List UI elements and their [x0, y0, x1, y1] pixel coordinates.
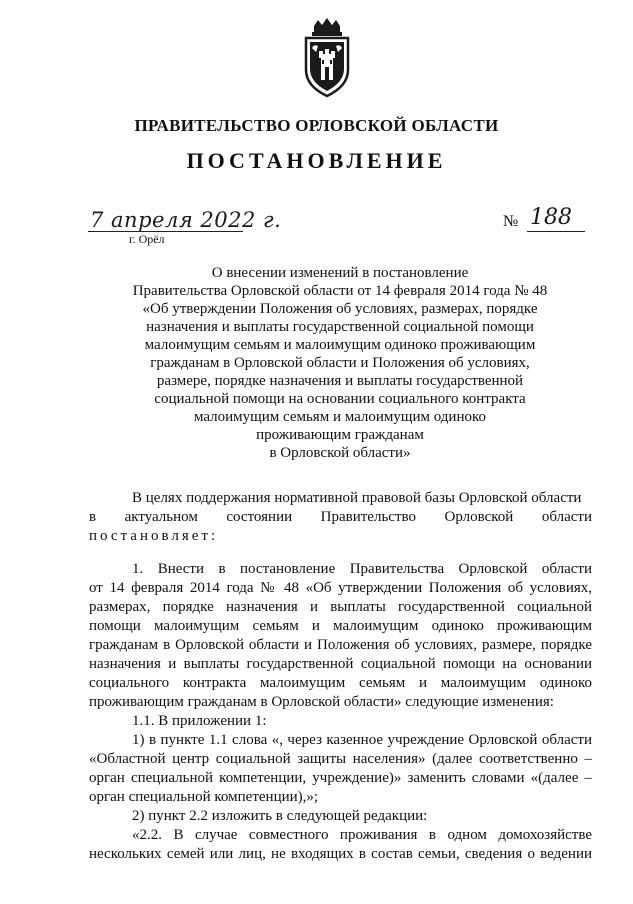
subject-line: в Орловской области»: [269, 445, 411, 461]
preamble-line: В целях поддержания нормативной правовой базы Орловской области: [132, 490, 582, 506]
quote-line: нескольких семей или лиц, не входящих в состав семьи, сведения о ведении: [89, 846, 592, 862]
paragraph-line: 1. Внести в постановление Правительства Орловской области: [132, 561, 592, 577]
government-title: ПРАВИТЕЛЬСТВО ОРЛОВСКОЙ ОБЛАСТИ: [134, 116, 499, 135]
number-label: №: [503, 213, 519, 230]
subject-line: социальной помощи на основании социального контракта: [154, 391, 526, 407]
paragraph-line: проживающим гражданам в Орловской области» следующие изменения:: [89, 694, 554, 710]
preamble-line: в актуальном состоянии Правительство Орловской области: [89, 509, 592, 525]
city-label: г. Орёл: [129, 232, 165, 246]
document-subject: [60, 264, 620, 462]
coat-of-arms-icon: [300, 18, 354, 98]
paragraph-line: назначения и выплаты государственной социальной помощи на основании: [89, 656, 592, 672]
handwritten-number: 188: [530, 205, 572, 230]
item-line: 1) в пункте 1.1 слова «, через казенное учреждение Орловской области: [132, 732, 592, 748]
quote-line: «2.2. В случае совместного проживания в одном домохозяйстве: [132, 827, 592, 843]
subject-line: размере, порядке назначения и выплаты государственной: [156, 373, 524, 389]
preamble-line: постановляет:: [89, 528, 219, 544]
subject-line: О внесении изменений в постановление: [211, 265, 469, 281]
item-line: 2) пункт 2.2 изложить в следующей редакции:: [132, 808, 428, 824]
item-line: орган специальной компетенции, учреждение)» заменить словами «(далее –: [89, 770, 592, 786]
paragraph-line: помощи малоимущим семьям и малоимущим одиноко проживающим: [89, 618, 592, 634]
item-line: «Областной центр социальной защиты населения» (далее соответственно –: [89, 751, 592, 767]
preamble: [89, 489, 592, 546]
document-type: ПОСТАНОВЛЕНИЕ: [186, 148, 447, 173]
subsection-heading: 1.1. В приложении 1:: [132, 713, 267, 729]
subject-line: назначения и выплаты государственной социальной помощи: [146, 319, 534, 335]
handwritten-date: 7 апреля 2022 г.: [90, 208, 282, 232]
paragraph-line: социального контракта малоимущим семьям и малоимущим одиноко: [89, 675, 592, 691]
number-underline: [527, 231, 585, 232]
paragraph-line: гражданам в Орловской области и Положения об условиях, размере, порядке: [89, 637, 592, 653]
paragraph-line: от 14 февраля 2014 года № 48 «Об утверждении Положения об условиях,: [89, 580, 592, 596]
subject-line: Правительства Орловской области от 14 февраля 2014 года № 48: [132, 283, 548, 299]
item-line: орган специальной компетенции),»;: [89, 789, 319, 805]
date-underline: [88, 231, 243, 232]
subject-line: проживающим гражданам: [256, 427, 424, 443]
paragraph-line: размерах, порядке назначения и выплаты государственной социальной: [89, 599, 592, 615]
subject-line: малоимущим семьям и малоимущим одиноко проживающим: [144, 337, 536, 353]
paragraph-1: [89, 560, 592, 864]
subject-line: гражданам в Орловской области и Положения об условиях,: [150, 355, 530, 371]
subject-line: «Об утверждении Положения об условиях, размерах, порядке: [142, 301, 538, 317]
subject-line: малоимущим семьям и малоимущим одиноко: [193, 409, 487, 425]
